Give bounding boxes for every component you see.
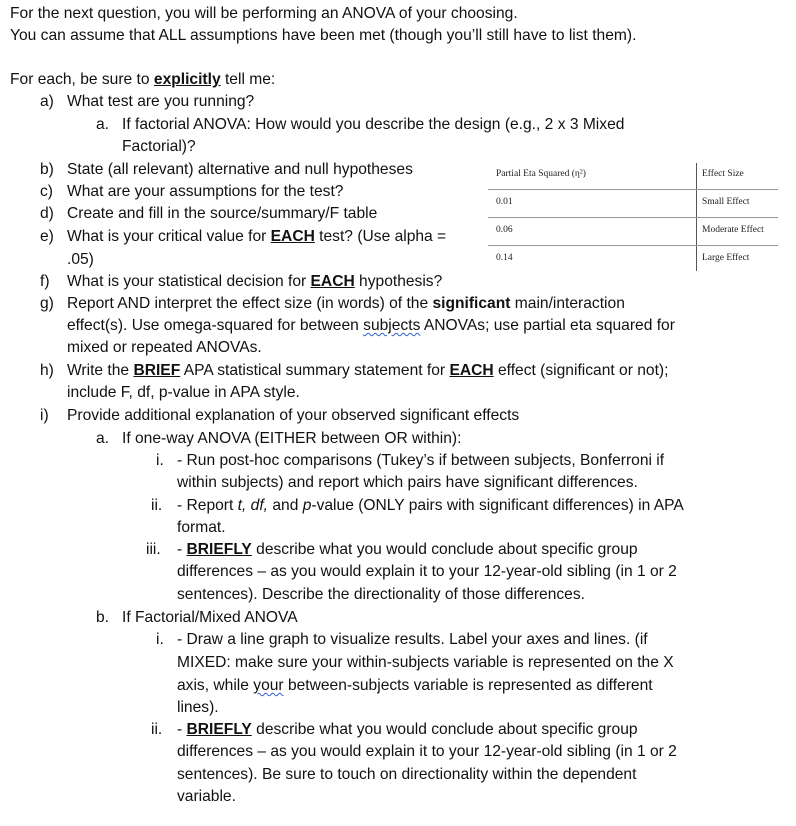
item-c-text: What are your assumptions for the test? xyxy=(67,183,344,200)
item-i-a-iii-marker: iii. xyxy=(146,541,161,558)
item-i-a-marker: a. xyxy=(96,430,110,447)
item-i-b-text: If Factorial/Mixed ANOVA xyxy=(122,609,298,626)
item-b-marker: b) xyxy=(40,161,54,178)
item-i-b-ii-line-2: differences – as you would explain it to your 12-year-old sibling (in 1 or 2 xyxy=(177,743,677,760)
item-i-a-i-line-2: within subjects) and report which pairs have significant differences. xyxy=(177,474,638,491)
item-h-line-1: Write the BRIEF APA statistical summary statement for EACH effect (significant or not); xyxy=(67,362,669,379)
item-i-a-i-marker: i. xyxy=(156,452,164,469)
item-i-marker: i) xyxy=(40,407,49,424)
row-label: Small Effect xyxy=(702,197,750,207)
item-a-sub-line-2: Factorial)? xyxy=(122,138,196,155)
item-i-a-i-line-1: - Run post-hoc comparisons (Tukey’s if between subjects, Bonferroni if xyxy=(177,452,665,469)
item-d-text: Create and fill in the source/summary/F table xyxy=(67,205,378,222)
item-i-b-i-marker: i. xyxy=(156,631,164,648)
item-a-sub-line-1: If factorial ANOVA: How would you describe the design (e.g., 2 x 3 Mixed xyxy=(122,116,625,133)
item-g-line-3: mixed or repeated ANOVAs. xyxy=(67,339,262,356)
item-i-a-iii-line-2: differences – as you would explain it to your 12-year-old sibling (in 1 or 2 xyxy=(177,563,677,580)
lead-line: For each, be sure to explicitly tell me: xyxy=(10,71,276,88)
table-header-row xyxy=(488,161,778,189)
item-i-a-ii-marker: ii. xyxy=(151,497,163,514)
row-value: 0.01 xyxy=(496,197,513,207)
row-label: Moderate Effect xyxy=(702,225,764,235)
item-e-marker: e) xyxy=(40,228,54,245)
item-i-a-text: If one-way ANOVA (EITHER between OR within): xyxy=(122,430,462,447)
item-h-marker: h) xyxy=(40,362,54,379)
item-a-marker: a) xyxy=(40,93,54,110)
item-g-line-1: Report AND interpret the effect size (in words) of the significant main/interaction xyxy=(67,295,625,312)
item-i-a-iii-line-3: sentences). Describe the directionality of those differences. xyxy=(177,586,585,603)
table-row xyxy=(488,217,778,245)
item-e-line-1: What is your critical value for EACH test? (Use alpha = xyxy=(67,228,447,245)
row-value: 0.06 xyxy=(496,225,513,235)
item-h-line-2: include F, df, p-value in APA style. xyxy=(67,384,300,401)
item-i-a-ii-line-1: - Report t, df, and p-value (ONLY pairs with significant differences) in APA xyxy=(177,497,684,514)
item-i-text: Provide additional explanation of your observed significant effects xyxy=(67,407,520,424)
lead-emphasis: explicitly xyxy=(153,71,221,88)
item-e-line-2: .05) xyxy=(67,251,94,268)
row-value: 0.14 xyxy=(496,253,513,263)
item-i-b-marker: b. xyxy=(96,609,110,626)
item-i-b-ii-line-4: variable. xyxy=(177,788,236,805)
item-f-marker: f) xyxy=(40,273,50,290)
header-partial-eta: Partial Eta Squared (η²) xyxy=(496,169,586,179)
intro-line-2: You can assume that ALL assumptions have been met (though you’ll still have to list them). xyxy=(10,27,637,44)
item-i-b-i-line-2: MIXED: make sure your within-subjects variable is represented on the X xyxy=(177,654,674,671)
item-i-b-i-line-3: axis, while your between-subjects variable is represented as different xyxy=(177,677,653,694)
item-d-marker: d) xyxy=(40,205,54,222)
row-label: Large Effect xyxy=(702,253,750,263)
item-i-b-i-line-1: - Draw a line graph to visualize results. Label your axes and lines. (if xyxy=(177,631,648,648)
item-i-b-ii-line-3: sentences). Be sure to touch on directionality within the dependent xyxy=(177,766,637,783)
header-effect-size: Effect Size xyxy=(702,169,744,179)
intro-line-1: For the next question, you will be performing an ANOVA of your choosing. xyxy=(10,5,518,22)
item-g-marker: g) xyxy=(40,295,54,312)
item-a-sub-marker: a. xyxy=(96,116,110,133)
item-a-text: What test are you running? xyxy=(67,93,255,110)
item-i-b-i-line-4: lines). xyxy=(177,699,219,716)
item-i-b-ii-line-1: - BRIEFLY describe what you would conclude about specific group xyxy=(177,721,638,738)
item-c-marker: c) xyxy=(40,183,53,200)
item-g-line-2: effect(s). Use omega-squared for between subjects ANOVAs; use partial eta squared for xyxy=(67,317,675,334)
item-i-b-ii-marker: ii. xyxy=(151,721,163,738)
item-b-text: State (all relevant) alternative and null hypotheses xyxy=(67,161,413,178)
table-row xyxy=(488,245,778,273)
item-i-a-ii-line-2: format. xyxy=(177,519,226,536)
item-i-a-iii-line-1: - BRIEFLY describe what you would conclude about specific group xyxy=(177,541,638,558)
item-f-text: What is your statistical decision for EACH hypothesis? xyxy=(67,273,443,290)
table-row xyxy=(488,189,778,217)
